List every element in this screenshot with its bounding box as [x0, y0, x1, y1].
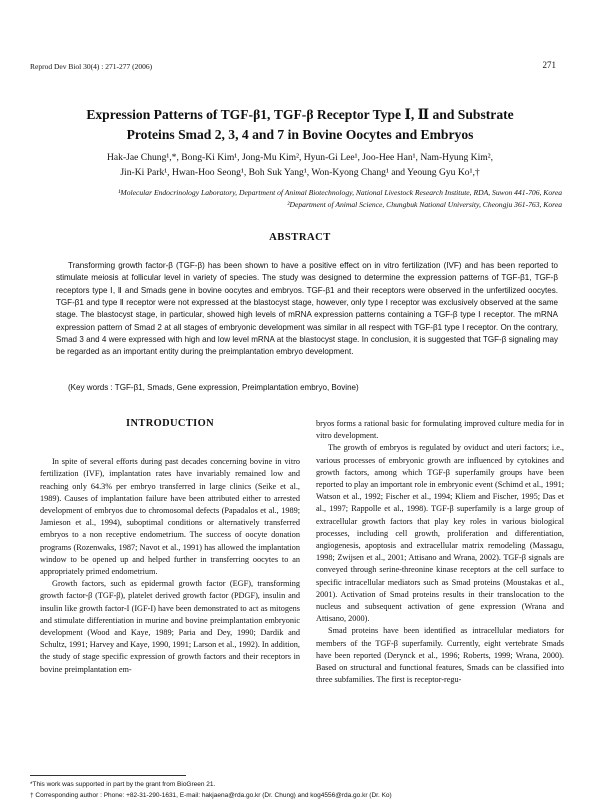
abstract-heading: ABSTRACT	[269, 232, 331, 243]
introduction-heading: INTRODUCTION	[126, 418, 214, 429]
authors-line-2: Jin-Ki Park¹, Hwan-Hoo Seong¹, Boh Suk Yang¹, Won-Kyong Chang¹ and Yeoung Gyu Ko¹,†	[120, 167, 480, 178]
left-column	[40, 418, 300, 676]
funding-note: *This work was supported in part by the grant from BioGreen 21.	[30, 781, 216, 788]
intro-paragraph-3: The growth of embryos is regulated by oviduct and uteri factors; i.e., various processes of embryonic growth are influenced by cytokines and growth factors, among which TGF-β superfamily groups have been reported to play an important role in embryonic event (Schimd et al., 1991; Watson et al., 1992; Fischer et al., 1994; Kliem and Fischer, 1995; Das et al., 1997; Rappolle et al., 1998). TGF-β superfamily is a large group of extracellular growth factors that play key roles in various biological processes, including cell growth, proliferation and differentiation, angiogenesis, apoptosis and extracellular matrix remodeling (Massagu, 1998; Zwijsen et al., 2001; Attisano and Wrana, 2002). TGF-β signals are conveyed through serine-threonine kinase receptors at the cell surface to specific intracellular mediators such as Smad proteins (Moustakas et al., 2001). Activation of Smad proteins results in their translocation to the nucleus and subsequent activation of gene expression (Wrana and Attisano, 2000).	[316, 443, 564, 624]
affiliation-2: ²Department of Animal Science, Chungbuk National University, Cheongju 361-763, Korea	[287, 200, 562, 209]
abstract-text: Transforming growth factor-β (TGF-β) has been shown to have a positive effect on in vitro fertilization (IVF) and has been reported to stimulate meiosis at follicular level in variety of species. The study was designed to determine the expression patterns of TGF-β1, TGF-β receptors type Ⅰ, Ⅱ and Smads gene in bovine oocytes and embryos. TGF-β1 and their receptors were observed in the unfertilized oocytes. TGF-β1 and type Ⅱ receptor were not expressed at the blastocyst stage, however, only type I receptor was exclusively observed at the same stage. The blastocyst stage, in particular, showed high levels of mRNA expression patterns containing a TGF-β type Ⅰ receptor. The mRNA expression pattern of Smad 2 at all stages of embryonic development was similar in all respect with TGF-β1 type I receptor. On the contrary, Smad 3 and 4 were expressed with high and low level mRNA at the blastocyst stage. In conclusion, it is suggested that TGF-β signaling may be regarded as an important entity during the preimplantation embryo development.	[56, 261, 558, 357]
paper-title	[60, 105, 540, 145]
page-number: 271	[542, 60, 556, 70]
intro-paragraph-2: Growth factors, such as epidermal growth factor (EGF), transforming growth factor-β (TGF-β), platelet derived growth factor (PDGF), insulin and insulin like growth factor-I (IGF-I) have been demonstrated to act as mitogens and stimulate differentiation in murine and bovine preimplantation embryonic development (Wood and Kaye, 1989; Paria and Dey, 1990; Dardik and Schultz, 1991; Harvey and Kaye, 1990, 1991; Larson et al., 1992). In addition, the study of stage specific expression of growth factors and their receptors in bovine preimplantation em-	[40, 579, 300, 674]
footnote-divider	[30, 775, 186, 776]
author-list	[40, 150, 560, 180]
corresponding-author-note: † Corresponding author : Phone: +82-31-290-1631, E-mail: hakjaena@rda.go.kr (Dr. Chung) and kog4556@rda.go.kr (Dr. Ko)	[30, 792, 392, 799]
running-head: Reprod Dev Biol 30(4) : 271-277 (2006)	[30, 62, 153, 71]
keywords: (Key words : TGF-β1, Smads, Gene expression, Preimplantation embryo, Bovine)	[68, 383, 359, 392]
intro-paragraph-1: In spite of several efforts during past decades concerning bovine in vitro fertilization (IVF), implantation rates have invariably remained low and reaching only 64.3% per embryo transferred in large clinics (Seike et al., 1989). Causes of implantation failure have been attributed either to arrested development of embryos due to chromosomal defects (Papadalos et al., 1989; Jamieson et al., 1994), suboptimal conditions or alternatively transferred embryos to a non receptive endometrium. The success of oocyte donation programs (Rozenwaks, 1987; Navot et al., 1991) has allowed the implantation window to be opened up and helped further in transferring oocytes to an appropriately primed endometrium.	[40, 457, 300, 577]
intro-paragraph-4: Smad proteins have been identified as intracellular mediators for members of the TGF-β superfamily. Currently, eight vertebrate Smads have been reported (Derynck et al., 1996; Roberts, 1999; Wrana, 2000). Based on structural and functional features, Smads can be classified into three subfamilies. The first is receptor-regu-	[316, 626, 564, 685]
affiliations	[40, 187, 562, 211]
authors-line-1: Hak-Jae Chung¹,*, Bong-Ki Kim¹, Jong-Mu Kim², Hyun-Gi Lee¹, Joo-Hee Han¹, Nam-Hyung Kim²,	[106, 152, 494, 163]
intro-paragraph-2-continued: bryos forms a rational basic for formulating improved culture media for in vitro development.	[316, 419, 564, 441]
right-column	[316, 418, 564, 686]
footnotes	[30, 779, 570, 801]
title-line-1: Expression Patterns of TGF-β1, TGF-β Receptor Type Ⅰ, Ⅱ and Substrate	[86, 107, 514, 122]
affiliation-1: ¹Molecular Endocrinology Laboratory, Department of Animal Biotechnology, National Livestock Research Institute, RDA, Suwon 441-706, Korea	[118, 188, 562, 197]
title-line-2: Proteins Smad 2, 3, 4 and 7 in Bovine Oocytes and Embryos	[126, 127, 474, 142]
